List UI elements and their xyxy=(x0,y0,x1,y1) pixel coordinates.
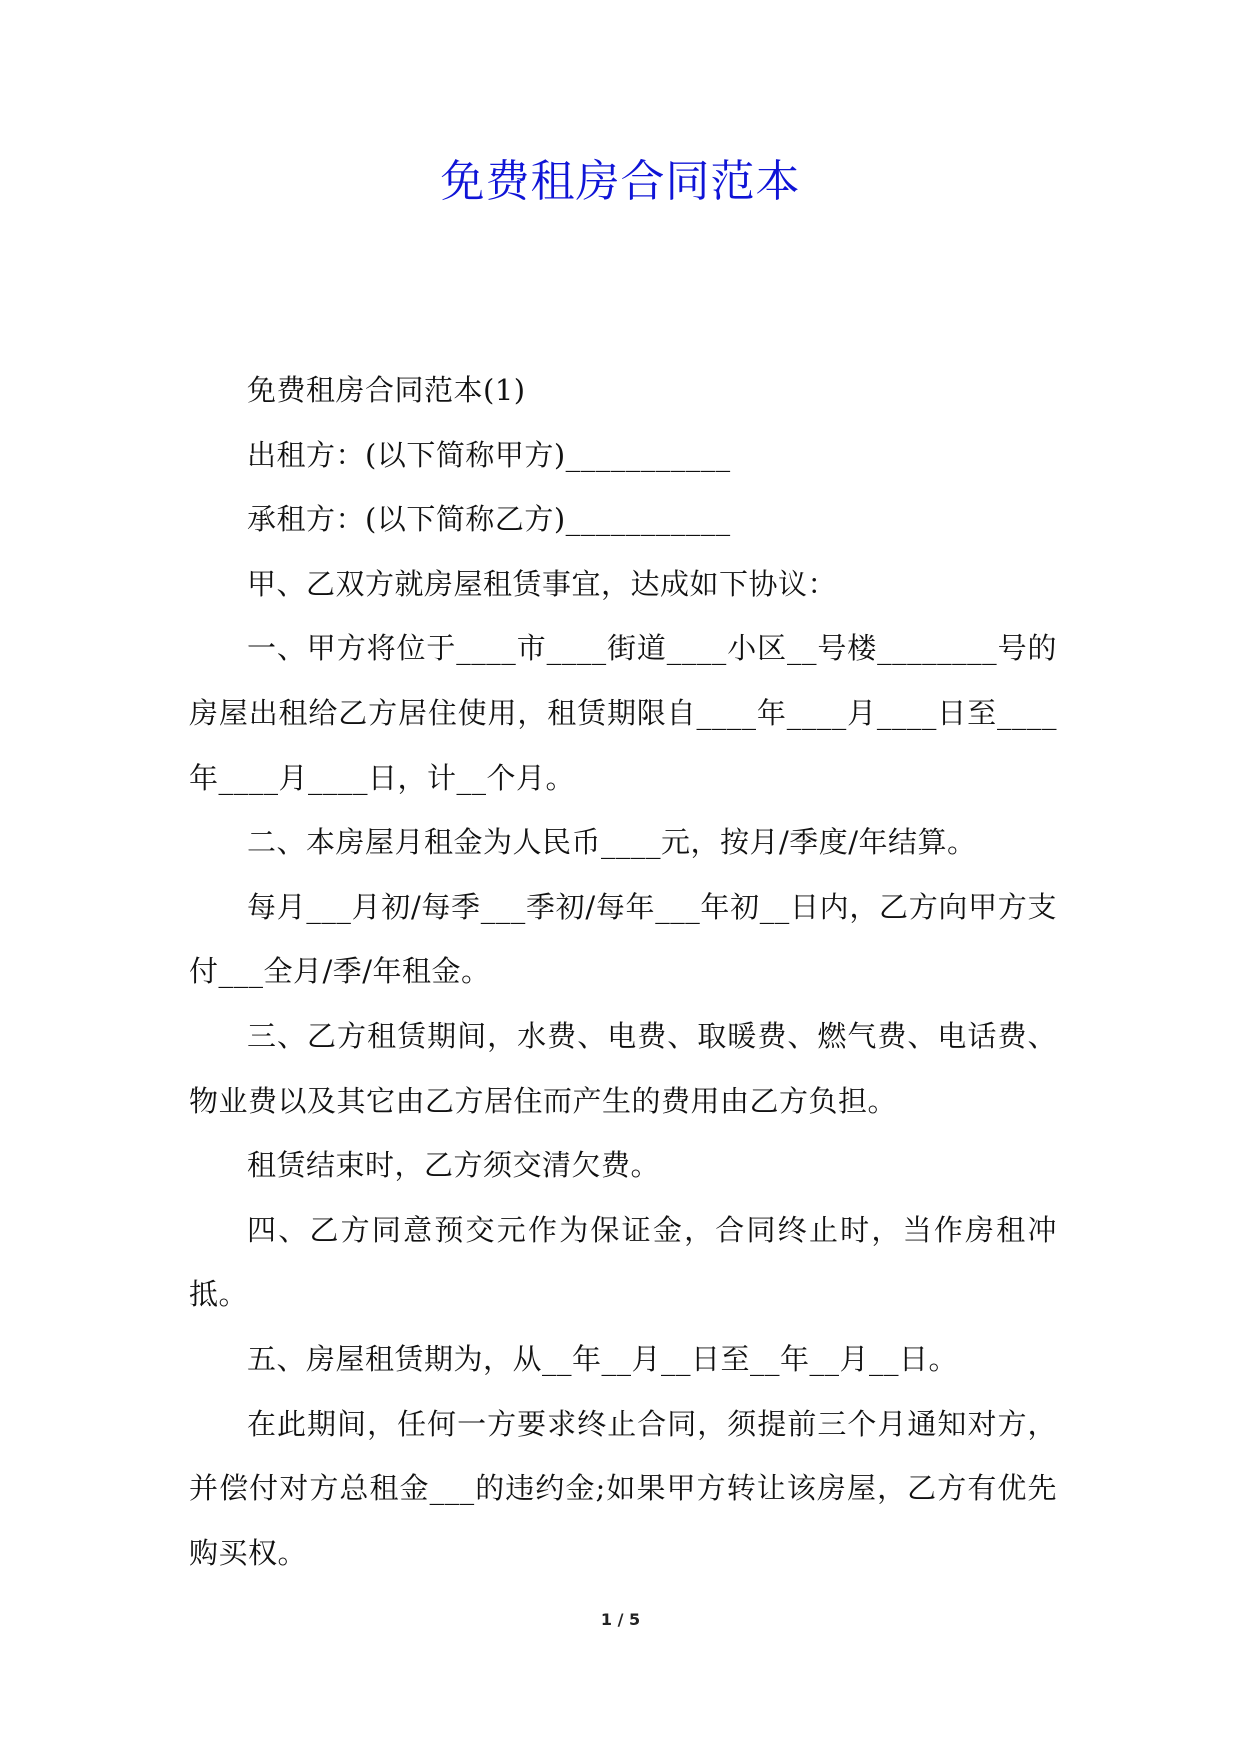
paragraph-lessee: 承租方：(以下简称乙方)___________ xyxy=(247,502,731,537)
paragraph-clause-1: 一、甲方将位于____市____街道____小区__号楼________号的房屋出租给乙方居住使用，租赁期限自____年____月____日至____年____月____日，计__个月。 xyxy=(189,631,1057,795)
paragraph-clause-4: 四、乙方同意预交元作为保证金，合同终止时，当作房租冲抵。 xyxy=(189,1212,1057,1312)
page-number: 1 / 5 xyxy=(600,1610,641,1629)
paragraph-heading: 免费租房合同范本(1) xyxy=(247,373,526,407)
document-body xyxy=(189,358,1057,1585)
paragraph-lessor: 出租方：(以下简称甲方)___________ xyxy=(247,437,731,472)
paragraph-payment-terms: 每月___月初/每季___季初/每年___年初__日内，乙方向甲方支付___全月/季/年租金。 xyxy=(189,889,1057,989)
paragraph-agreement-intro: 甲、乙双方就房屋租赁事宜，达成如下协议： xyxy=(247,566,838,601)
paragraph-clause-5: 五、房屋租赁期为，从__年__月__日至__年__月__日。 xyxy=(247,1341,959,1376)
paragraph-settlement: 租赁结束时，乙方须交清欠费。 xyxy=(247,1148,661,1183)
paragraph-clause-3: 三、乙方租赁期间，水费、电费、取暖费、燃气费、电话费、物业费以及其它由乙方居住而产生的费用由乙方负担。 xyxy=(189,1018,1057,1118)
paragraph-clause-2: 二、本房屋月租金为人民币____元，按月/季度/年结算。 xyxy=(247,825,977,860)
paragraph-termination: 在此期间，任何一方要求终止合同，须提前三个月通知对方，并偿付对方总租金___的违约金;如果甲方转让该房屋，乙方有优先购买权。 xyxy=(189,1406,1057,1570)
document-title: 免费租房合同范本 xyxy=(440,156,801,207)
